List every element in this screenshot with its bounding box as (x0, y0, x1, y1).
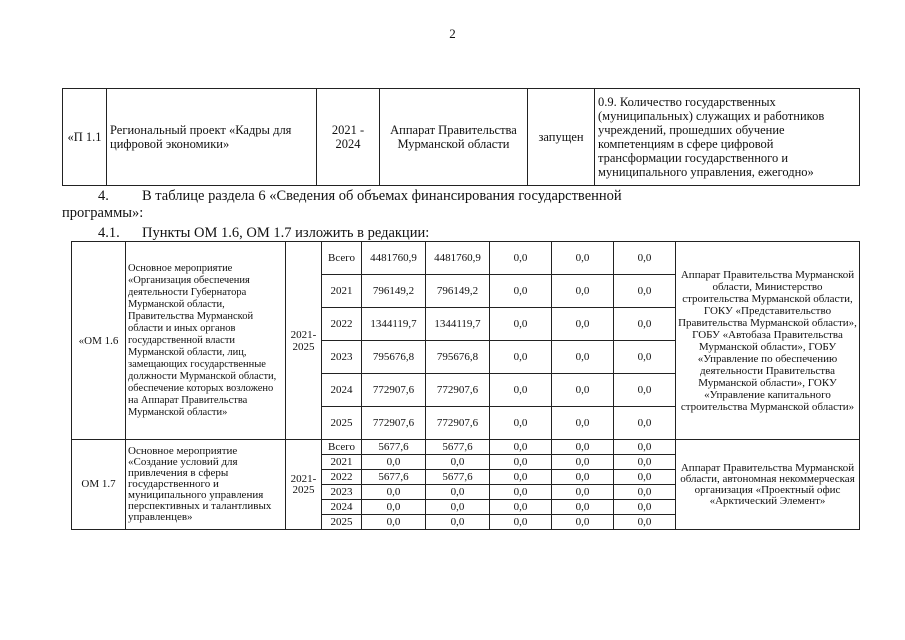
amount-cell: 0,0 (614, 242, 676, 275)
item-code: «ОМ 1.6 (72, 242, 126, 440)
amount-cell: 0,0 (552, 515, 614, 530)
amount-cell: 0,0 (552, 407, 614, 440)
amount-cell: 0,0 (426, 485, 490, 500)
year-cell: 2022 (322, 308, 362, 341)
year-cell: 2022 (322, 470, 362, 485)
amount-cell: 1344119,7 (426, 308, 490, 341)
amount-cell: 0,0 (614, 440, 676, 455)
amount-cell: 0,0 (552, 485, 614, 500)
amount-cell: 795676,8 (362, 341, 426, 374)
year-cell: 2025 (322, 515, 362, 530)
project-indicator: 0.9. Количество государственных (муниципальных) служащих и работников учреждений, прошедших обучение компетенциям в сфере цифровой трансформации государственного и муниципального управления, ежегодно» (595, 89, 860, 186)
project-table (62, 88, 860, 186)
amount-cell: 0,0 (490, 455, 552, 470)
year-cell: 2021 (322, 455, 362, 470)
item-description: Основное мероприятие «Организация обеспечения деятельности Губернатора Мурманской области, Правительства Мурманской области и иных органов государственной власти Мурманской области, лиц, замещающих государственные должности Мурманской области, обеспечение которых возложено на Аппарат Правительства Мурманской области» (126, 242, 286, 440)
project-executor: Аппарат Правительства Мурманской области (380, 89, 528, 186)
amount-cell: 5677,6 (426, 440, 490, 455)
financing-item-om-1-7 (72, 440, 860, 530)
year-cell: 2025 (322, 407, 362, 440)
amount-cell: 0,0 (490, 470, 552, 485)
item-executors: Аппарат Правительства Мурманской области, автономная некоммерческая организация «Проектный офис «Арктический Элемент» (676, 440, 860, 530)
financing-table (71, 241, 860, 530)
amount-cell: 0,0 (490, 275, 552, 308)
paragraph-number: 4.1. (98, 225, 120, 241)
amount-cell: 0,0 (490, 374, 552, 407)
amount-cell: 0,0 (362, 500, 426, 515)
amount-cell: 0,0 (552, 440, 614, 455)
amount-cell: 0,0 (426, 500, 490, 515)
amount-cell: 5677,6 (362, 440, 426, 455)
amount-cell: 0,0 (362, 515, 426, 530)
year-cell: 2023 (322, 341, 362, 374)
year-cell: 2021 (322, 275, 362, 308)
year-cell: 2024 (322, 500, 362, 515)
amount-cell: 0,0 (614, 374, 676, 407)
item-executors: Аппарат Правительства Мурманской области, Министерство строительства Мурманской области, ГОКУ «Представительство Правительства Мурманской области», ГОБУ «Автобаза Правительства Мурманской области», ГОБУ «Управление по обеспечению деятельности Правительства Мурманской области», ГОКУ «Управление капитального строительства Мурманской области» (676, 242, 860, 440)
year-cell: Всего (322, 440, 362, 455)
amount-cell: 0,0 (552, 308, 614, 341)
year-cell: 2023 (322, 485, 362, 500)
amount-cell: 796149,2 (362, 275, 426, 308)
amount-cell: 0,0 (490, 500, 552, 515)
paragraph-text: В таблице раздела 6 «Сведения об объемах финансирования государственной (142, 188, 622, 204)
amount-cell: 0,0 (490, 515, 552, 530)
amount-cell: 0,0 (614, 500, 676, 515)
amount-cell: 0,0 (552, 455, 614, 470)
amount-cell: 4481760,9 (362, 242, 426, 275)
amount-cell: 0,0 (552, 470, 614, 485)
paragraph-4 (98, 188, 622, 205)
project-code: «П 1.1 (63, 89, 107, 186)
amount-cell: 0,0 (362, 485, 426, 500)
amount-cell: 0,0 (614, 470, 676, 485)
year-cell: Всего (322, 242, 362, 275)
table-row (63, 89, 860, 186)
amount-cell: 795676,8 (426, 341, 490, 374)
amount-cell: 0,0 (490, 341, 552, 374)
amount-cell: 772907,6 (426, 407, 490, 440)
item-period: 2021-2025 (286, 242, 322, 440)
amount-cell: 0,0 (362, 455, 426, 470)
amount-cell: 0,0 (614, 455, 676, 470)
financing-item-om-1-6 (72, 242, 860, 440)
amount-cell: 0,0 (614, 515, 676, 530)
amount-cell: 0,0 (614, 308, 676, 341)
amount-cell: 0,0 (426, 515, 490, 530)
table-row (72, 242, 860, 275)
amount-cell: 4481760,9 (426, 242, 490, 275)
amount-cell: 1344119,7 (362, 308, 426, 341)
amount-cell: 0,0 (490, 407, 552, 440)
year-cell: 2024 (322, 374, 362, 407)
item-period: 2021-2025 (286, 440, 322, 530)
amount-cell: 0,0 (490, 308, 552, 341)
amount-cell: 0,0 (490, 440, 552, 455)
project-period: 2021 - 2024 (317, 89, 380, 186)
amount-cell: 0,0 (614, 341, 676, 374)
amount-cell: 772907,6 (426, 374, 490, 407)
page-number: 2 (449, 26, 456, 41)
amount-cell: 0,0 (552, 242, 614, 275)
project-status: запущен (528, 89, 595, 186)
item-description: Основное мероприятие «Создание условий для привлечения в сферы государственного и муниципального управления перспективных и талантливых управленцев» (126, 440, 286, 530)
amount-cell: 0,0 (426, 455, 490, 470)
amount-cell: 0,0 (614, 407, 676, 440)
paragraph-number: 4. (98, 188, 109, 204)
amount-cell: 0,0 (490, 485, 552, 500)
amount-cell: 0,0 (552, 500, 614, 515)
amount-cell: 796149,2 (426, 275, 490, 308)
amount-cell: 0,0 (552, 275, 614, 308)
paragraph-4-continuation: программы»: (62, 205, 144, 221)
paragraph-text: Пункты ОМ 1.6, ОМ 1.7 изложить в редакции: (142, 225, 430, 241)
amount-cell: 5677,6 (426, 470, 490, 485)
project-name: Региональный проект «Кадры для цифровой экономики» (107, 89, 317, 186)
amount-cell: 0,0 (552, 374, 614, 407)
paragraph-4-1 (98, 225, 429, 242)
table-row (72, 440, 860, 455)
amount-cell: 5677,6 (362, 470, 426, 485)
item-code: ОМ 1.7 (72, 440, 126, 530)
amount-cell: 772907,6 (362, 407, 426, 440)
amount-cell: 772907,6 (362, 374, 426, 407)
amount-cell: 0,0 (490, 242, 552, 275)
amount-cell: 0,0 (614, 275, 676, 308)
amount-cell: 0,0 (552, 341, 614, 374)
amount-cell: 0,0 (614, 485, 676, 500)
